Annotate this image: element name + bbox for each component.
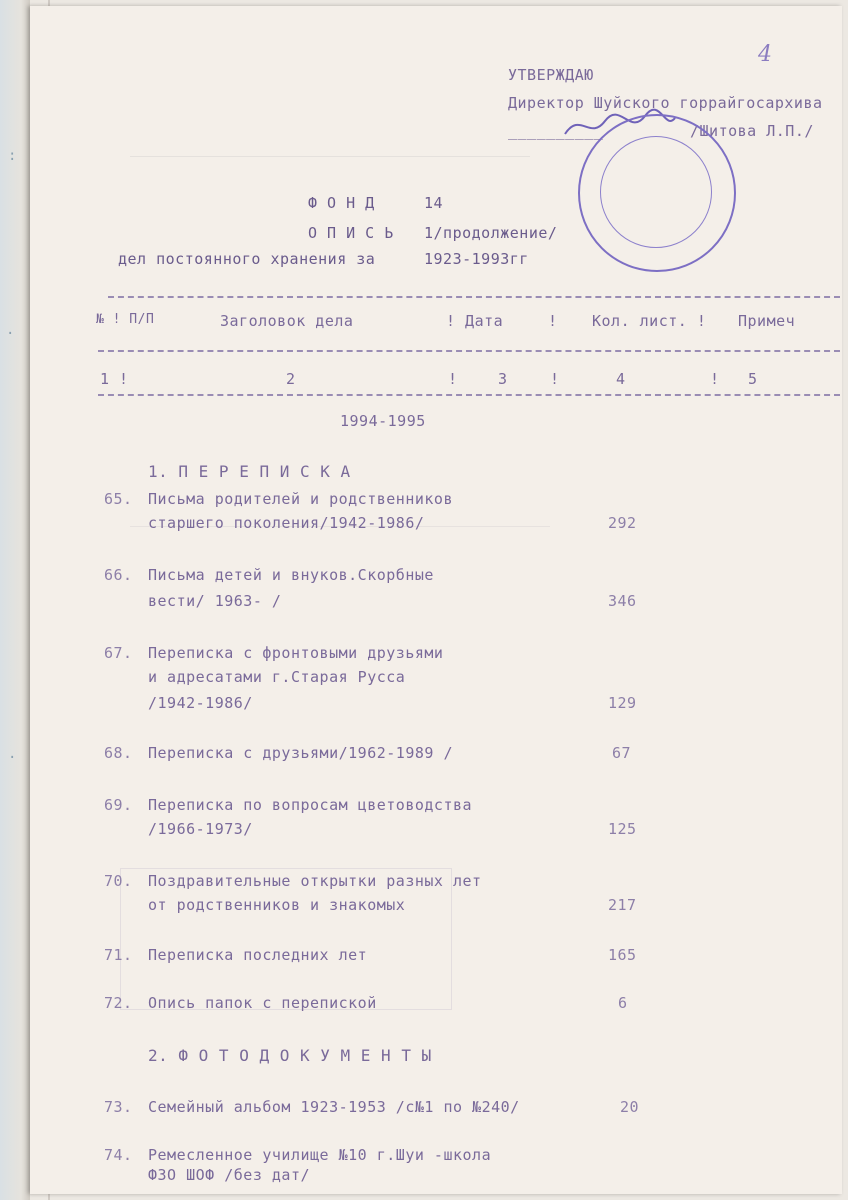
row-number: 69. — [104, 796, 133, 814]
faint-stamp-outline — [120, 868, 452, 1010]
column-separator: ! — [548, 312, 558, 330]
approval-name: /Шитова Л.П./ — [690, 122, 814, 140]
year-heading: 1994-1995 — [340, 412, 426, 430]
row-number: 67. — [104, 644, 133, 662]
archive-stamp — [578, 114, 736, 272]
approval-title: УТВЕРЖДАЮ — [508, 66, 594, 84]
row-number: 73. — [104, 1098, 133, 1116]
column-index-2: 2 — [286, 370, 296, 388]
row-title: Опись папок с перепиской — [148, 994, 377, 1012]
row-sheets: 217 — [608, 896, 637, 914]
period-value: 1923-1993гг — [424, 250, 529, 268]
edge-mark: . — [8, 746, 17, 762]
column-index-5: 5 — [748, 370, 758, 388]
row-title: ФЗО ШОФ /без дат/ — [148, 1166, 311, 1184]
previous-page-edge — [0, 0, 30, 1200]
edge-mark: . — [6, 322, 15, 338]
row-title: старшего поколения/1942-1986/ — [148, 514, 425, 532]
column-separator: ! — [710, 370, 720, 388]
column-date-header: ! Дата — [446, 312, 504, 330]
column-index-4: 4 — [616, 370, 626, 388]
archive-inventory-page — [30, 6, 842, 1194]
row-title: вести/ 1963- / — [148, 592, 282, 610]
section-title: 1. П Е Р Е П И С К А — [148, 462, 351, 481]
edge-mark: : — [8, 148, 17, 164]
column-index-rule — [98, 394, 840, 396]
column-number-header: № ! П/П — [96, 312, 155, 327]
header-rule — [98, 350, 840, 352]
fond-label: Ф О Н Д — [308, 194, 375, 212]
column-title-header: Заголовок дела — [220, 312, 354, 330]
row-title: и адресатами г.Старая Русса — [148, 668, 406, 686]
row-title: Поздравительные открытки разных лет — [148, 872, 482, 890]
table-top-rule — [108, 296, 840, 298]
row-title: Переписка с друзьями/1962-1989 / — [148, 744, 453, 762]
row-title: /1942-1986/ — [148, 694, 253, 712]
row-title: Семейный альбом 1923-1953 /с№1 по №240/ — [148, 1098, 520, 1116]
row-title: от родственников и знакомых — [148, 896, 406, 914]
row-sheets: 346 — [608, 592, 637, 610]
row-title: /1966-1973/ — [148, 820, 253, 838]
row-number: 74. — [104, 1146, 133, 1164]
row-sheets: 125 — [608, 820, 637, 838]
approval-signature-line: __________ — [508, 122, 604, 140]
column-separator: ! — [448, 370, 458, 388]
row-sheets: 129 — [608, 694, 637, 712]
archive-stamp-inner-ring — [600, 136, 712, 248]
row-sheets: 67 — [612, 744, 632, 762]
bleed-through-line — [130, 156, 530, 169]
column-index-1: 1 ! — [100, 370, 129, 388]
row-title: Письма детей и внуков.Скорбные — [148, 566, 434, 584]
row-sheets: 6 — [618, 994, 628, 1012]
row-title: Письма родителей и родственников — [148, 490, 453, 508]
row-number: 71. — [104, 946, 133, 964]
period-label: дел постоянного хранения за — [118, 250, 376, 268]
approval-position: Директор Шуйского горрайгосархива — [508, 94, 823, 112]
row-title: Переписка последних лет — [148, 946, 368, 964]
row-number: 70. — [104, 872, 133, 890]
row-number: 66. — [104, 566, 133, 584]
row-sheets: 292 — [608, 514, 637, 532]
section-title: 2. Ф О Т О Д О К У М Е Н Т Ы — [148, 1046, 432, 1065]
page-corner-number: 4 — [758, 42, 773, 67]
row-number: 72. — [104, 994, 133, 1012]
column-sheets-header: Кол. лист. ! — [592, 312, 707, 330]
opis-label: О П И С Ь — [308, 224, 394, 242]
row-number: 65. — [104, 490, 133, 508]
row-sheets: 20 — [620, 1098, 640, 1116]
row-title: Ремесленное училище №10 г.Шуи -школа — [148, 1146, 492, 1164]
fond-value: 14 — [424, 194, 444, 212]
column-note-header: Примеч — [738, 312, 796, 330]
row-title: Переписка с фронтовыми друзьями — [148, 644, 444, 662]
column-separator: ! — [550, 370, 560, 388]
opis-value: 1/продолжение/ — [424, 224, 558, 242]
column-index-3: 3 — [498, 370, 508, 388]
row-number: 68. — [104, 744, 133, 762]
row-sheets: 165 — [608, 946, 637, 964]
row-title: Переписка по вопросам цветоводства — [148, 796, 473, 814]
